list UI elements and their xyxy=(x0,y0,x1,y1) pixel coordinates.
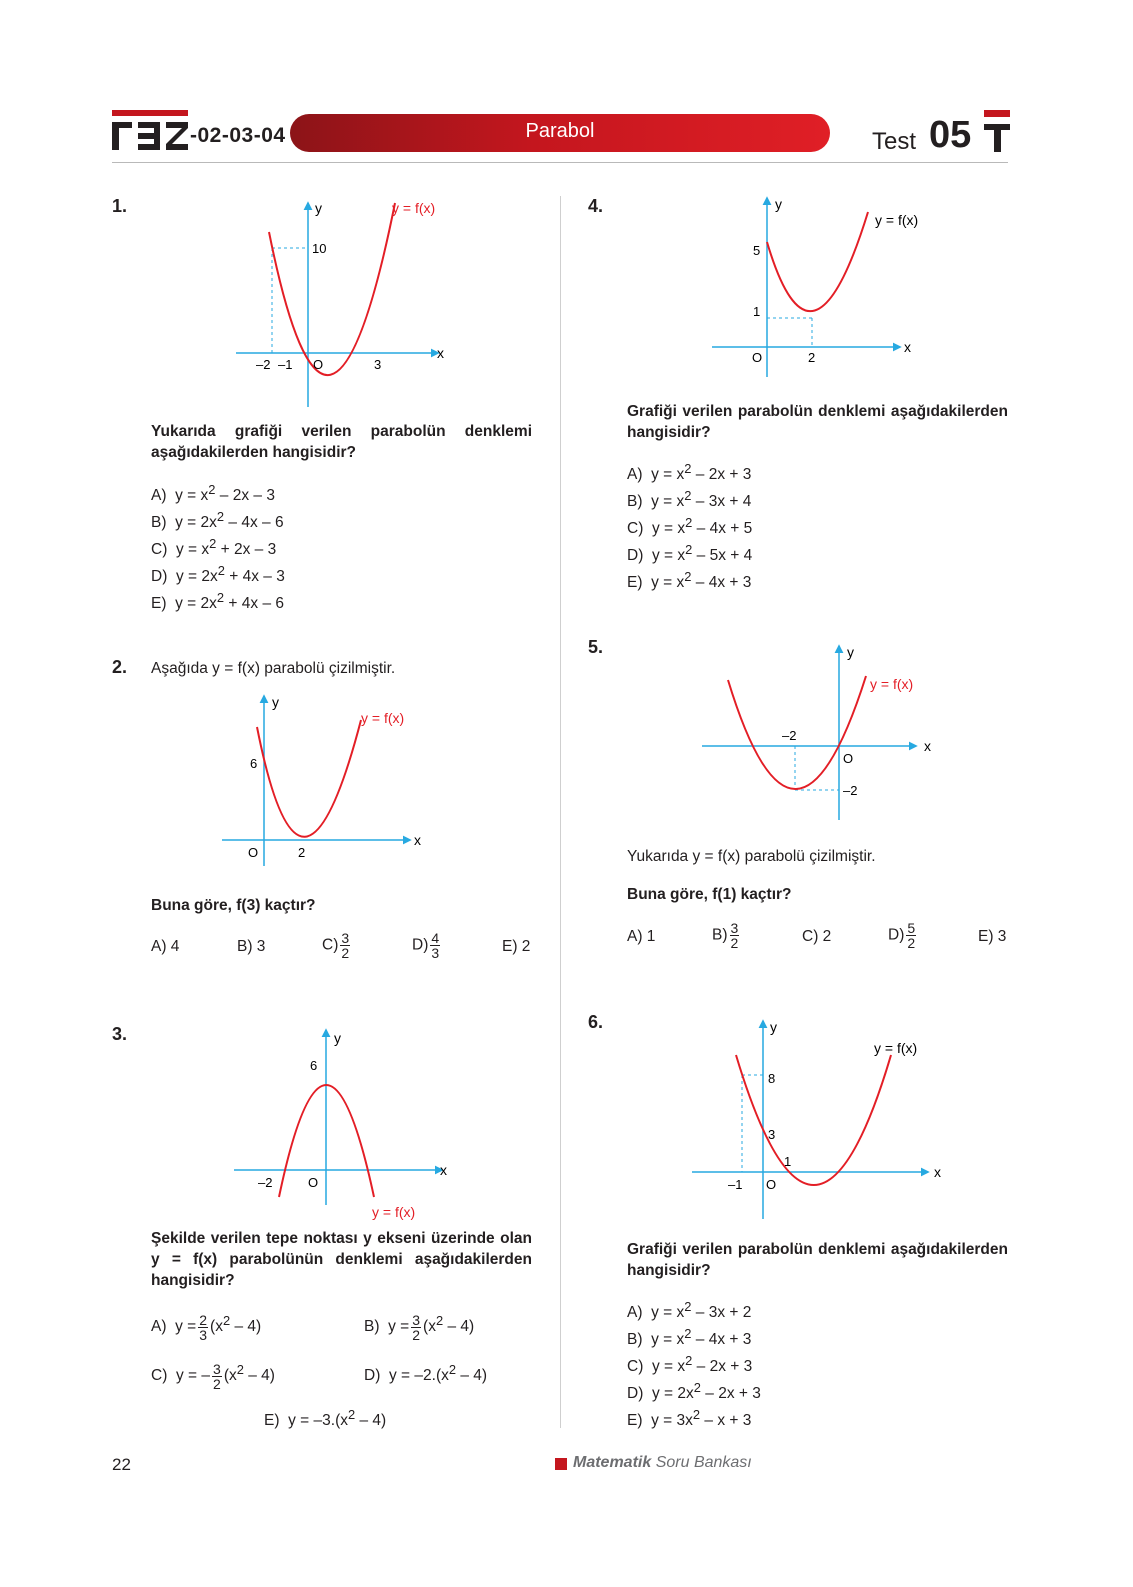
question-number: 1. xyxy=(112,196,128,216)
x-axis-label: x xyxy=(414,832,421,848)
question-intro: Aşağıda y = f(x) parabolü çizilmiştir. xyxy=(151,660,396,677)
option-a[interactable]: A) $y = x^2 - 2x - 3$ xyxy=(151,482,275,505)
option-b[interactable]: B) $y = 2x^2 - 4x - 6$ xyxy=(151,509,284,532)
q1-graph xyxy=(230,195,460,410)
option-e[interactable]: E) $y = 2x^2 + 4x - 6$ xyxy=(151,590,284,613)
x-axis-label: x xyxy=(440,1162,447,1178)
parabola-curve xyxy=(767,212,868,311)
option-d[interactable]: D) $y = -2.(x^2 - 4)$ xyxy=(364,1362,488,1385)
option-a[interactable]: A) $y = x^2 - 3x + 2$ xyxy=(627,1299,752,1322)
x-axis-label: x xyxy=(904,339,911,355)
curve-label: y = f(x) xyxy=(875,212,919,228)
question-text: Buna göre, f(1) kaçtır? xyxy=(627,886,792,903)
option-d[interactable]: D) $y = 2x^2 - 2x + 3$ xyxy=(627,1380,761,1403)
footer-square-icon xyxy=(555,1458,567,1470)
y-tick-label: –2 xyxy=(843,783,858,798)
option-a[interactable]: A) y = $\frac{2}{3}$ $(x^2 - 4)$ xyxy=(151,1311,262,1343)
origin-label: O xyxy=(313,357,324,372)
y-axis-label: y xyxy=(272,694,279,710)
curve-label: y = f(x) xyxy=(361,710,405,726)
y-axis-label: y xyxy=(334,1030,341,1046)
curve-label: y = f(x) xyxy=(372,1204,416,1220)
x-axis-label: x xyxy=(934,1164,941,1180)
option-c[interactable]: C) $y = x^2 + 2x - 3$ xyxy=(151,536,277,559)
option-b[interactable]: B) $\frac{3}{2}$ xyxy=(712,920,739,951)
x-tick-label: 3 xyxy=(374,357,382,372)
y-axis-label: y xyxy=(847,644,854,660)
question-number: 3. xyxy=(112,1024,128,1044)
page-title: Parabol xyxy=(525,120,595,142)
x-tick-label: –1 xyxy=(728,1177,743,1192)
q6-graph xyxy=(688,1015,948,1220)
question-number: 2. xyxy=(112,657,128,677)
question-text: Yukarıda grafiği verilen parabolün denklemi aşağıdakilerden hangisidir? xyxy=(151,423,532,461)
question-text: Şekilde verilen tepe noktası y ekseni üzerinde olan y = f(x) parabolünün denklemi aşağıdakilerden hangisidir? xyxy=(151,1230,532,1289)
option-c[interactable]: C) y = – $\frac{3}{2}$ $(x^2 - 4)$ xyxy=(151,1360,275,1392)
book-code: -02-03-04 xyxy=(190,124,286,147)
book-title: Matematik Soru Bankası xyxy=(573,1454,752,1471)
origin-label: O xyxy=(843,751,854,766)
test-number: 05 xyxy=(929,114,972,156)
q6-options xyxy=(627,1293,761,1428)
x-tick-label: –2 xyxy=(258,1175,273,1190)
option-b[interactable]: B) $y = x^2 - 3x + 4$ xyxy=(627,488,752,511)
option-b[interactable]: B) $y = x^2 - 4x + 3$ xyxy=(627,1326,752,1349)
option-a[interactable]: A) 4 xyxy=(151,938,180,955)
option-a[interactable]: A) $y = x^2 - 2x + 3$ xyxy=(627,461,752,484)
option-c[interactable]: C) $\frac{3}{2}$ xyxy=(322,930,350,961)
x-tick-label: –2 xyxy=(256,357,271,372)
option-d[interactable]: D) $y = 2x^2 + 4x - 3$ xyxy=(151,563,285,586)
question-intro: Yukarıda y = f(x) parabolü çizilmiştir. xyxy=(627,848,876,865)
t-logo-icon xyxy=(984,110,1010,152)
option-e[interactable]: E) $y = -3.(x^2 - 4)$ xyxy=(264,1407,387,1430)
y-tick-label: 10 xyxy=(312,241,327,256)
q5-graph xyxy=(698,640,938,825)
option-e[interactable]: E) $y = 3x^2 - x + 3$ xyxy=(627,1407,752,1430)
curve-label: y = f(x) xyxy=(874,1040,918,1056)
y-tick-label: 3 xyxy=(768,1127,776,1142)
origin-label: O xyxy=(248,845,259,860)
faz-logo xyxy=(112,110,188,152)
option-a[interactable]: A) 1 xyxy=(627,928,656,945)
column-divider xyxy=(560,196,561,1428)
option-c[interactable]: C) 2 xyxy=(802,928,832,945)
test-label: Test xyxy=(872,128,917,155)
x-axis-label: x xyxy=(924,738,931,754)
y-tick-label: 6 xyxy=(250,756,258,771)
x-axis-label: x xyxy=(437,345,444,361)
q2-graph xyxy=(218,690,438,870)
origin-label: O xyxy=(308,1175,319,1190)
page-number: 22 xyxy=(112,1455,131,1474)
option-e[interactable]: E) 3 xyxy=(978,928,1007,945)
option-b[interactable]: B) 3 xyxy=(237,938,266,955)
y-axis-label: y xyxy=(775,196,782,212)
origin-label: O xyxy=(752,350,763,365)
x-tick-label: 1 xyxy=(784,1154,792,1169)
origin-label: O xyxy=(766,1177,777,1192)
curve-label: y = f(x) xyxy=(870,676,914,692)
q4-options xyxy=(627,455,752,590)
option-c[interactable]: C) $y = x^2 - 4x + 5$ xyxy=(627,515,753,538)
option-e[interactable]: E) $y = x^2 - 4x + 3$ xyxy=(627,569,752,592)
question-number: 6. xyxy=(588,1012,604,1032)
y-axis-label: y xyxy=(315,200,322,216)
option-d[interactable]: D) $y = x^2 - 5x + 4$ xyxy=(627,542,753,565)
question-number: 5. xyxy=(588,637,604,657)
parabola-curve xyxy=(257,720,361,837)
x-tick-label: –2 xyxy=(782,728,797,743)
y-tick-label: 8 xyxy=(768,1071,776,1086)
parabola-curve xyxy=(728,676,866,789)
question-text: Grafiği verilen parabolün denklemi aşağıdakilerden hangisidir? xyxy=(627,1241,1008,1279)
y-tick-label: 6 xyxy=(310,1058,318,1073)
header-rule xyxy=(112,162,1008,163)
q4-graph xyxy=(708,192,928,382)
y-tick-label: 1 xyxy=(753,304,761,319)
x-tick-label: 2 xyxy=(808,350,816,365)
option-c[interactable]: C) $y = x^2 - 2x + 3$ xyxy=(627,1353,753,1376)
option-d[interactable]: D) $\frac{5}{2}$ xyxy=(888,920,916,951)
curve-label: y = f(x) xyxy=(392,200,436,216)
x-tick-label: 2 xyxy=(298,845,306,860)
question-text: Buna göre, f(3) kaçtır? xyxy=(151,897,316,914)
question-number: 4. xyxy=(588,196,604,216)
x-tick-label: –1 xyxy=(278,357,293,372)
y-axis-label: y xyxy=(770,1019,777,1035)
parabola-curve xyxy=(736,1055,891,1185)
parabola-curve xyxy=(269,203,395,375)
question-text: Grafiği verilen parabolün denklemi aşağıdakilerden hangisidir? xyxy=(627,403,1008,441)
option-e[interactable]: E) 2 xyxy=(502,938,531,955)
q3-graph xyxy=(230,1025,460,1225)
option-d[interactable]: D) $\frac{4}{3}$ xyxy=(412,930,440,961)
q1-options xyxy=(151,476,285,611)
option-b[interactable]: B) y = $\frac{3}{2}$ $(x^2 - 4)$ xyxy=(364,1311,475,1343)
y-tick-label: 5 xyxy=(753,243,761,258)
